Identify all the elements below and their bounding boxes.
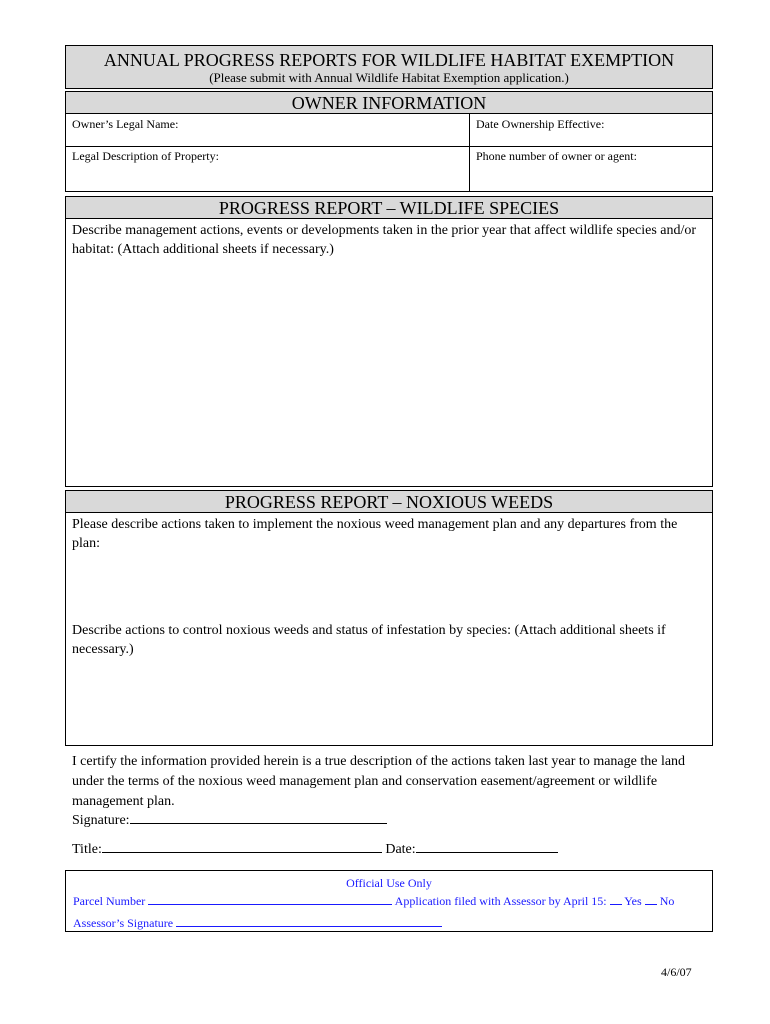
legal-description-field[interactable]: Legal Description of Property: [72,149,219,163]
revision-date: 4/6/07 [661,965,692,979]
phone-number-field[interactable]: Phone number of owner or agent: [476,149,637,163]
assessor-signature-label: Assessor’s Signature [73,916,174,930]
noxious-response-area[interactable] [65,512,713,746]
noxious-instruction-2: Describe actions to control noxious weeds and status of infestation by species: (Attach additional sheets if necessary.) [72,623,666,657]
parcel-number-blank[interactable] [148,894,392,905]
no-blank[interactable] [645,894,657,905]
owner-info-grid [65,113,713,192]
wildlife-heading-box [65,196,713,219]
owner-info-heading: OWNER INFORMATION [291,93,487,113]
owner-info-col-divider [469,114,470,191]
official-use-heading: Official Use Only [346,876,432,890]
title-blank[interactable] [102,840,382,853]
noxious-instruction-1: Please describe actions taken to implement the noxious weed management plan and any departures from the plan: [72,517,678,551]
date-label: Date: [385,842,416,857]
owner-info-row-divider [66,146,712,147]
owner-info-heading-box [65,91,713,114]
yes-blank[interactable] [610,894,622,905]
date-blank[interactable] [416,840,558,853]
noxious-heading: PROGRESS REPORT – NOXIOUS WEEDS [224,492,554,512]
owner-legal-name-field[interactable]: Owner’s Legal Name: [72,117,179,131]
title-date-line[interactable] [72,840,558,858]
wildlife-instruction: Describe management actions, events or developments taken in the prior year that affect wildlife species and/or habitat: (Attach additional sheets if necessary.) [72,223,697,257]
yes-label: Yes [624,894,642,908]
date-ownership-effective-field[interactable]: Date Ownership Effective: [476,117,605,131]
signature-line[interactable] [72,811,387,829]
form-title-box [65,45,713,89]
parcel-number-label: Parcel Number [73,894,146,908]
form-subtitle: (Please submit with Annual Wildlife Habitat Exemption application.) [209,70,569,85]
form-title: ANNUAL PROGRESS REPORTS FOR WILDLIFE HABITAT EXEMPTION [103,50,675,70]
official-use-box [65,870,713,932]
assessor-signature-blank[interactable] [176,916,442,927]
wildlife-heading: PROGRESS REPORT – WILDLIFE SPECIES [218,198,560,218]
parcel-row [73,894,674,909]
wildlife-response-area[interactable] [65,218,713,487]
no-label: No [659,894,675,908]
certification-statement: I certify the information provided herein is a true description of the actions taken last year to manage the land under the terms of the noxious weed management plan and conservation easement/agreement or wildlife management plan. [72,754,686,809]
title-label: Title: [72,842,102,857]
filed-label: Application filed with Assessor by April 15: [394,894,607,908]
signature-blank[interactable] [130,811,387,824]
assessor-row [73,916,442,931]
noxious-heading-box [65,490,713,513]
signature-label: Signature: [72,813,130,828]
